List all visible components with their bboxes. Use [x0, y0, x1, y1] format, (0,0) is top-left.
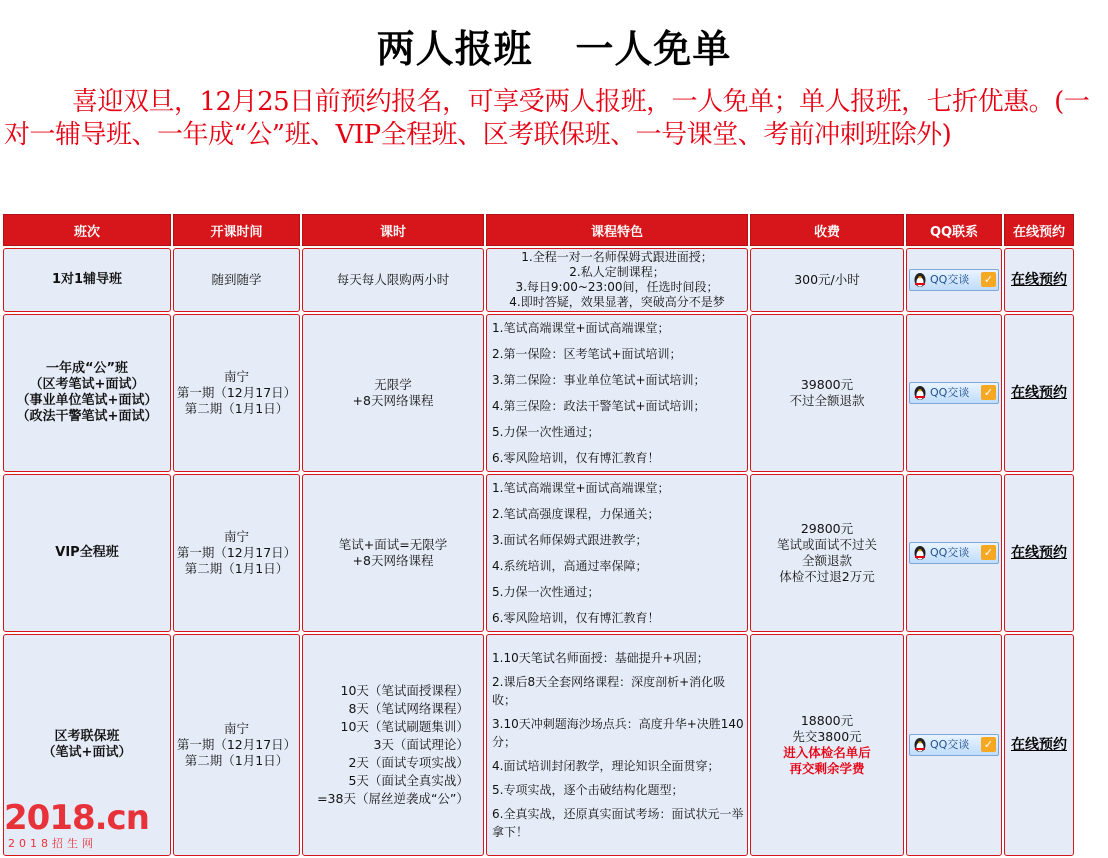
qq-cell: [906, 474, 1002, 632]
feature-item: 6.全真实战，还原真实面试考场：面试状元一举拿下！: [492, 807, 744, 839]
qq-penguin-icon: [913, 737, 927, 753]
hours-cell: [302, 314, 484, 472]
promotion-notice: 喜迎双旦，12月25日前预约报名，可享受两人报班，一人免单；单人报班，七折优惠。(一对一辅导班、一年成“公”班、VIP全程班、区考联保班、一号课堂、考前冲刺班除外): [4, 87, 1090, 150]
qq-penguin-icon: [913, 545, 927, 561]
start-time-cell: [173, 314, 300, 472]
qq-chat-label: QQ交谈: [930, 273, 970, 286]
feature-item: 5.力保一次性通过；: [492, 585, 600, 599]
feature-item: 5.专项实战，逐个击破结构化题型；: [492, 783, 684, 797]
fee-text: 笔试或面试不过关: [776, 537, 877, 552]
class-subtitle: （区考笔试+面试）: [29, 377, 145, 392]
table-row: [3, 314, 1074, 472]
header-hours: 课时: [302, 214, 484, 246]
start-city: 南宁: [223, 721, 249, 736]
online-booking-link[interactable]: 在线预约: [1011, 545, 1067, 561]
qq-cell: [906, 634, 1002, 856]
hours-item: =38天（屌丝逆袭成“公”）: [317, 791, 469, 806]
hours-text: 笔试+面试=无限学: [338, 537, 448, 552]
class-name: 一年成“公”班: [45, 361, 129, 376]
watermark-logo: 2018.cn: [4, 798, 149, 838]
start-period: 第一期（12月17日）: [176, 545, 297, 560]
start-time-cell: [173, 248, 300, 312]
header-features: 课程特色: [486, 214, 748, 246]
hours-item: 2天（面试专项实战）: [348, 755, 469, 770]
fee-text: 不过全额退款: [789, 393, 865, 408]
fee-text: 300元/小时: [794, 272, 860, 287]
feature-item: 4.即时答疑，效果显著，突破高分不是梦: [509, 295, 725, 309]
hours-text: 无限学: [374, 377, 412, 392]
qq-chat-label: QQ交谈: [930, 546, 970, 559]
qq-chat-button[interactable]: [909, 382, 999, 404]
booking-cell: [1004, 314, 1074, 472]
qq-chat-button[interactable]: [909, 269, 999, 291]
fee-text: 29800元: [800, 521, 854, 536]
feature-item: 4.第三保险：政法干警笔试+面试培训；: [492, 399, 706, 413]
hours-text: +8天网络课程: [352, 393, 434, 408]
feature-item: 3.第二保险：事业单位笔试+面试培训；: [492, 373, 706, 387]
hours-cell: [302, 248, 484, 312]
site-watermark: [4, 800, 164, 856]
qq-penguin-icon: [913, 272, 927, 288]
class-name-cell: [3, 248, 171, 312]
feature-item: 4.系统培训，高通过率保障；: [492, 559, 648, 573]
header-fee: 收费: [750, 214, 904, 246]
feature-item: 1.全程一对一名师保姆式跟进面授；: [521, 250, 713, 264]
header-qq: QQ联系: [906, 214, 1002, 246]
start-period: 第一期（12月17日）: [176, 737, 297, 752]
qq-cell: [906, 314, 1002, 472]
fee-text: 全额退款: [801, 553, 852, 568]
feature-item: 6.零风险培训，仅有博汇教育！: [492, 451, 660, 465]
page-title: 两人报班 一人免单: [376, 27, 732, 71]
start-time-cell: [173, 634, 300, 856]
class-subtitle: （政法干警笔试+面试）: [16, 409, 158, 424]
start-city: 南宁: [223, 369, 249, 384]
start-time: 随到随学: [211, 272, 262, 287]
class-subtitle: （事业单位笔试+面试）: [16, 393, 158, 408]
feature-item: 3.每日9:00~23:00间，任选时间段；: [515, 280, 719, 294]
start-city: 南宁: [223, 529, 249, 544]
feature-item: 1.10天笔试名师面授：基础提升+巩固；: [492, 651, 709, 665]
start-period: 第二期（1月1日）: [184, 753, 289, 768]
feature-item: 6.零风险培训，仅有博汇教育！: [492, 611, 660, 625]
table-row: [3, 248, 1074, 312]
booking-cell: [1004, 474, 1074, 632]
class-name: 区考联保班: [54, 729, 120, 744]
features-cell: [486, 634, 748, 856]
hours-item: 5天（面试全真实战）: [348, 773, 469, 788]
features-cell: [486, 314, 748, 472]
class-subtitle: （笔试+面试）: [42, 745, 132, 760]
hours-cell: [302, 634, 484, 856]
check-icon: ✓: [981, 545, 996, 560]
qq-chat-label: QQ交谈: [930, 386, 970, 399]
watermark-caption: 2018招生网: [8, 837, 97, 850]
qq-chat-label: QQ交谈: [930, 738, 970, 751]
class-name: VIP全程班: [55, 545, 119, 560]
feature-item: 3.面试名师保姆式跟进教学；: [492, 533, 648, 547]
feature-item: 2.笔试高强度课程，力保通关；: [492, 507, 660, 521]
qq-chat-button[interactable]: [909, 542, 999, 564]
fee-text: 39800元: [800, 377, 854, 392]
course-table: [1, 212, 1076, 858]
hours-item: 10天（笔试刷题集训）: [340, 719, 469, 734]
feature-item: 2.课后8天全套网络课程：深度剖析+消化吸收；: [492, 675, 726, 707]
online-booking-link[interactable]: 在线预约: [1011, 385, 1067, 401]
fee-cell: [750, 474, 904, 632]
hours-text: 每天每人限购两小时: [336, 272, 450, 287]
start-period: 第一期（12月17日）: [176, 385, 297, 400]
feature-item: 4.面试培训封闭教学，理论知识全面贯穿；: [492, 759, 720, 773]
class-name: 1对1辅导班: [51, 272, 123, 287]
feature-item: 2.第一保险：区考笔试+面试培训；: [492, 347, 682, 361]
hours-item: 8天（笔试网络课程）: [348, 701, 469, 716]
qq-cell: [906, 248, 1002, 312]
class-name-cell: [3, 474, 171, 632]
hours-list: [317, 682, 469, 808]
qq-penguin-icon: [913, 385, 927, 401]
start-period: 第二期（1月1日）: [184, 561, 289, 576]
start-period: 第二期（1月1日）: [184, 401, 289, 416]
hours-text: +8天网络课程: [352, 553, 434, 568]
table-row: [3, 474, 1074, 632]
feature-item: 2.私人定制课程；: [569, 265, 665, 279]
header-class: 班次: [3, 214, 171, 246]
qq-chat-button[interactable]: [909, 734, 999, 756]
fee-highlight: 进入体检名单后: [783, 745, 871, 760]
hours-item: 10天（笔试面授课程）: [340, 683, 469, 698]
booking-cell: [1004, 248, 1074, 312]
fee-cell: [750, 248, 904, 312]
hours-item: 3天（面试理论）: [373, 737, 469, 752]
features-cell: [486, 474, 748, 632]
feature-item: 1.笔试高端课堂+面试高端课堂；: [492, 481, 670, 495]
booking-cell: [1004, 634, 1074, 856]
class-name-cell: [3, 314, 171, 472]
feature-item: 1.笔试高端课堂+面试高端课堂；: [492, 321, 670, 335]
check-icon: ✓: [981, 737, 996, 752]
table-header-row: [3, 214, 1074, 246]
check-icon: ✓: [981, 272, 996, 287]
fee-text: 18800元: [800, 713, 854, 728]
header-start-time: 开课时间: [173, 214, 300, 246]
fee-highlight: 再交剩余学费: [789, 761, 865, 776]
fee-text: 先交3800元: [792, 729, 862, 744]
features-cell: [486, 248, 748, 312]
feature-item: 3.10天冲刺题海沙场点兵：高度升华+决胜140分；: [492, 717, 744, 749]
hours-cell: [302, 474, 484, 632]
header-booking: 在线预约: [1004, 214, 1074, 246]
start-time-cell: [173, 474, 300, 632]
check-icon: ✓: [981, 385, 996, 400]
fee-cell: [750, 314, 904, 472]
online-booking-link[interactable]: 在线预约: [1011, 272, 1067, 288]
feature-item: 5.力保一次性通过；: [492, 425, 600, 439]
fee-text: 体检不过退2万元: [779, 569, 875, 584]
online-booking-link[interactable]: 在线预约: [1011, 737, 1067, 753]
fee-cell: [750, 634, 904, 856]
